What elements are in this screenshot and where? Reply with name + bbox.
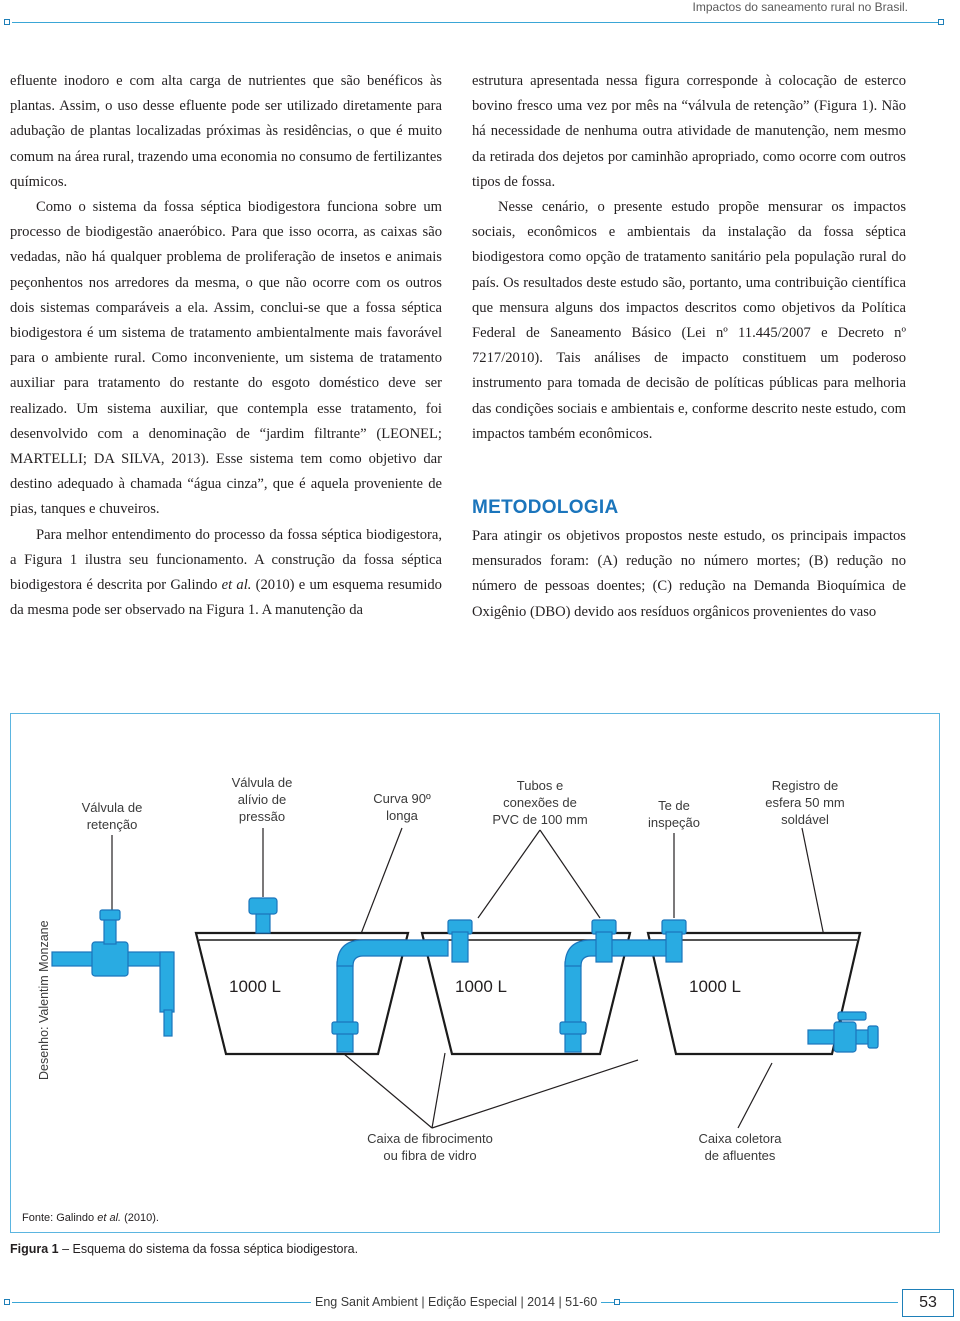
label-registro-esfera: Registro de esfera 50 mm soldável (765, 778, 845, 827)
tank-3-volume: 1000 L (689, 977, 741, 996)
label-caixa-fibrocimento: Caixa de fibrocimento ou fibra de vidro (367, 1131, 493, 1163)
right-paragraph-1: estrutura apresentada nessa figura corresponde à colocação de esterco bovino fresco uma vez por mês na “válvula de retenção” (Figura 1). Não há necessidade de nenhuma outra atividade de manutenção, nem mesmo da retirada dos dejetos por caminhão apropriado, como ocorre com outros tipos de fossa. (472, 73, 906, 190)
ball-valve-body (834, 1022, 856, 1052)
te-inspection-3 (662, 920, 686, 962)
outlet-end-cap (868, 1026, 878, 1048)
figure-source (22, 1212, 159, 1224)
tank-2-volume: 1000 L (455, 977, 507, 996)
leader-tubos-a (478, 830, 540, 918)
curve-1-down-leg (337, 962, 353, 1052)
figure-caption-label: Figura 1 (10, 1242, 59, 1256)
footer-mid-square-icon (614, 1299, 620, 1305)
relief-valve-cap (249, 898, 277, 914)
leader-coletora (738, 1063, 772, 1128)
section-title-metodologia: METODOLOGIA (472, 497, 619, 518)
tanks (196, 933, 860, 1054)
figure-caption (10, 1242, 358, 1256)
leader-tubos-b (540, 830, 600, 918)
curve-2-collar (560, 1022, 586, 1034)
curve-2-down-leg (565, 962, 581, 1052)
left-paragraph-1: efluente inodoro e com alta carga de nutrientes que são benéficos às plantas. Assim, o uso desse efluente pode ser utilizado diretamente para adubação de plantas localizadas próximas às residências, o que é muito comum na área rural, trazendo uma economia no consumo de fertilizantes químicos. (10, 73, 442, 190)
tank-1-volume: 1000 L (229, 977, 281, 996)
te-inspection-2 (592, 920, 616, 962)
inlet-drop-pipe (160, 952, 174, 1012)
relief-valve (249, 898, 277, 933)
te-3-body (666, 932, 682, 962)
te-2-body (596, 932, 612, 962)
curve-1-collar (332, 1022, 358, 1034)
left-paragraph-3-text-a: Para melhor entendimento do processo da fossa séptica biodigestora, a Figura 1 ilustra seu funcionamento. A construção da fossa séptica biodigestora é descrita por Galindo (10, 526, 442, 594)
ball-valve-handle (838, 1012, 866, 1020)
label-te-inspecao: Te de inspeção (647, 798, 701, 830)
check-valve-body (92, 942, 128, 976)
label-valvula-retencao: Válvula de retenção (81, 800, 143, 832)
label-tubos-conexoes: Tubos e conexões de PVC de 100 mm (492, 778, 588, 827)
running-title: Impactos do saneamento rural no Brasil. (692, 0, 908, 14)
check-valve-stem (104, 918, 116, 944)
figure-credit: Desenho: Valentim Monzane (37, 920, 51, 1080)
figure-source-italic: et al. (97, 1212, 122, 1224)
right-paragraph-2: Nesse cenário, o presente estudo propõe mensurar os impactos sociais, econômicos e ambientais da instalação da fossa séptica biodigestora como opção de tratamento sanitário pela população rural do país. Os resultados deste estudo são, portanto, uma contribuição científica que mensura alguns dos impactos descritos como objetivos da Política Federal de Saneamento Básico (Lei nº 11.445/2007 e Decreto nº 7217/2010). Tais análises de impacto constituem um poderoso instrumento para tomada de decisão de políticas públicas para melhoria das condições sociais e ambientais e, conforme descrito neste estudo, com impactos também econômicos. (472, 199, 906, 442)
footer-journal: Eng Sanit Ambient | Edição Especial | 2014 | 51-60 (311, 1295, 601, 1309)
label-caixa-coletora: Caixa coletora de afluentes (698, 1131, 782, 1163)
te-1-body (452, 932, 468, 962)
left-paragraph-3-text-b: (2010) e um esquema resumido da mesma pode ser observado na Figura 1. A manutenção da (10, 577, 442, 619)
figure-source-b: (2010). (121, 1212, 159, 1224)
label-curva-90: Curva 90º longa (373, 791, 431, 823)
footer-left-square-icon (4, 1299, 10, 1305)
inlet-pipe (52, 910, 174, 1036)
leader-fibro-c (432, 1060, 638, 1128)
label-valvula-alivio: Válvula de alívio de pressão (231, 775, 293, 824)
leader-fibro-b (432, 1053, 445, 1128)
left-paragraph-3-italic: et al. (221, 577, 252, 594)
inlet-drop-end (164, 1010, 172, 1036)
check-valve-cap (100, 910, 120, 920)
page-number: 53 (902, 1289, 954, 1317)
left-paragraph-2: Como o sistema da fossa séptica biodigestora funciona sobre um processo de biodigestão anaeróbico. Para que isso ocorra, as caixas são vedadas, não há qualquer problema de proliferação de insetos e animais peçonhentos nos arredores da mesma, o que não ocorre com os outros dois sistemas comparáveis a ela. Assim, conclui-se que a fossa séptica biodigestora é um sistema de tratamento ambientalmente mais favorável para o ambiente rural. Como inconveniente, um sistema de tratamento auxiliar para tratamento do restante do esgoto doméstico deve ser realizado. Um sistema auxiliar, que contempla esse tratamento, foi desenvolvido com a denominação de “jardim filtrante” (LEONEL; MARTELLI; DA SILVA, 2013). Esse sistema tem como objetivo dar destino adequado à chamada “água cinza”, que é aquela proveniente de pias, tanques e chuveiros. (10, 199, 442, 518)
figure-caption-text: – Esquema do sistema da fossa séptica biodigestora. (58, 1242, 359, 1256)
figure-source-a: Fonte: Galindo (22, 1212, 98, 1224)
right-paragraph-3: Para atingir os objetivos propostos neste estudo, os principais impactos mensurados foram: (A) redução no número mortes; (B) redução no número de pessoas doentes; (C) redução na Demanda Bioquímica de Oxigênio (DBO) devido aos resíduos orgânicos provenientes do vaso (472, 528, 906, 620)
te-inspection-1 (448, 920, 472, 962)
